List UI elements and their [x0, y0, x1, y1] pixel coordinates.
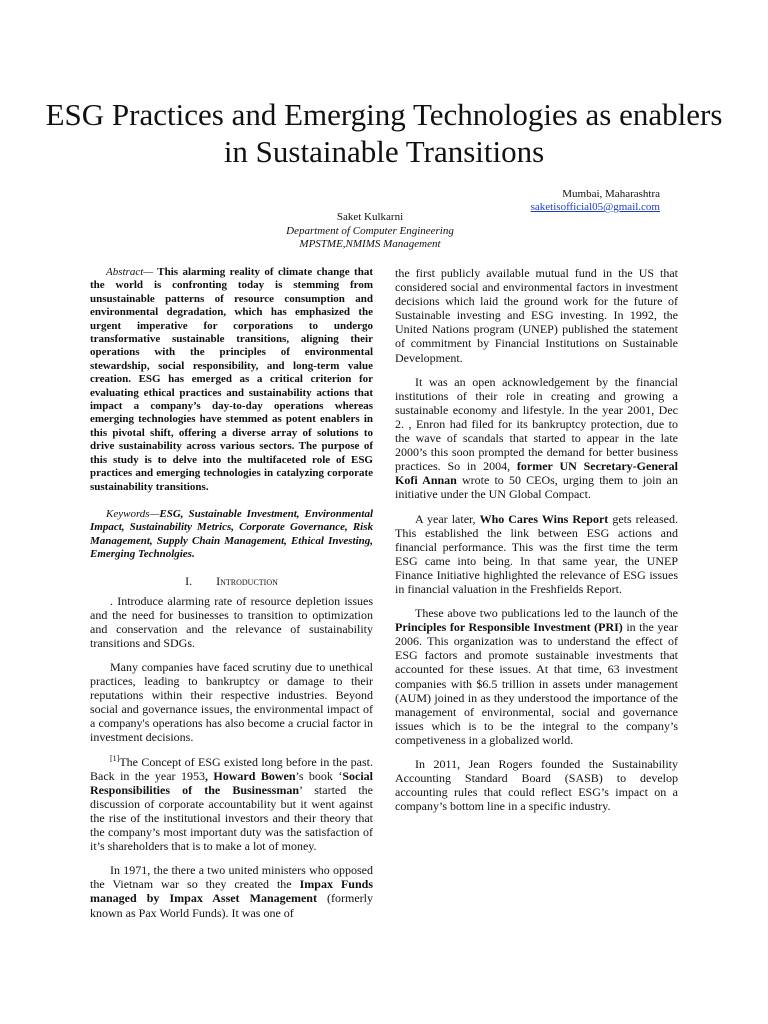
right-paragraph-4: These above two publications led to the launch of the Principles for Responsible Investment (PRI) in the year 2006. This organization was to understand the effect of ESG factors and promote sustainable investments that accounted for these issues. At that time, 63 investment companies with $6.5 trillion in assets under management (AUM) joined in as they understood the importance of the management of environmental, social and governance issues which is to be the integral to the company’s competiveness in a globalized world.	[395, 606, 678, 747]
intro-paragraph-1: . Introduce alarming rate of resource depletion issues and the need for businesses to transition to optimization and conservation and the relevance of sustainability transitions and SDGs.	[90, 593, 373, 650]
author-email-link[interactable]: saketisofficial05@gmail.com	[530, 201, 660, 213]
right-column	[395, 266, 678, 823]
right-paragraph-2: It was an open acknowledgement by the financial institutions of their role in creating and growing a sustainable economy and lifestyle. In the year 2001, Dec 2. , Enron had filed for its bankruptcy protection, due to the wave of scandals that started to appear in the late 2000’s this soon prompted the demand for better business practices. So in 2004, former UN Secretary-General Kofi Annan wrote to 50 CEOs, urging them to join an initiative under the UN Global Compact.	[395, 374, 678, 502]
abstract-text: This alarming reality of climate change that the world is confronting today is stemming from unsustainable patterns of resource consumption and environmental degradation, which has emphasized the urgent imperative for corporations to undergo transformative sustainable transitions, aligning their operations with the principles of environmental stewardship, social responsibility, and long-term value creation. ESG has emerged as a critical criterion for evaluating ethical practices and sustainability actions that impact a company’s day-to-day operations whereas emerging technologies have stemmed as potent enablers in this pivotal shift, offering a diverse array of solutions to drive sustainability across various sectors. The purpose of this study is to delve into the multifaceted role of ESG practices and emerging technologies in catalyzing corporate sustainability transitions.	[90, 266, 373, 493]
section-number: I.	[185, 573, 193, 588]
abstract-label: Abstract—	[106, 266, 154, 278]
author-block	[270, 211, 470, 252]
paper-title: ESG Practices and Emerging Technologies as enablers in Sustainable Transitions	[45, 97, 723, 169]
author-name: Saket Kulkarni	[336, 211, 404, 223]
author-affiliation-block	[531, 188, 660, 214]
intro-paragraph-4: In 1971, the there a two united ministers who opposed the Vietnam war so they created the Impax Funds managed by Impax Asset Management (formerly known as Pax World Funds). It was one of	[90, 863, 374, 920]
keywords-text: ESG, Sustainable Investment, Environmental Impact, Sustainability Metrics, Corporate Governance, Risk Management, Supply Chain Management, Ethical Investing, Emerging Technolgies.	[90, 507, 373, 561]
left-column	[90, 266, 373, 930]
author-department: Department of Computer Engineering	[286, 224, 454, 237]
section-heading	[90, 574, 373, 588]
right-paragraph-5: In 2011, Jean Rogers founded the Sustainability Accounting Standard Board (SASB) to develop accounting rules that could reflect ESG’s impact on a company’s bottom line in a specific industry.	[395, 757, 678, 814]
right-paragraph-3: A year later, Who Cares Wins Report gets released. This established the link between ESG actions and financial performance. This was the first time the term ESG came into being. In that same year, the UNEP Finance Initiative highlighted the relevance of ESG issues in financial valuation in the Freshfields Report.	[395, 511, 678, 596]
keywords-label: Keywords—	[106, 507, 160, 520]
intro-paragraph-3: [1]The Concept of ESG existed long before in the past. Back in the year 1953, Howard Bowen’s book ‘Social Responsibilities of the Businessman’ started the discussion of corporate accountability but it went against the rise of the institutional investors and their theory that the company’s most important duty was the satisfaction of it’s shareholders that is to make a lot of money.	[90, 753, 374, 854]
citation-ref: [1]	[110, 753, 120, 763]
abstract	[90, 266, 373, 494]
author-institution: MPSTME,NMIMS Management	[299, 238, 441, 250]
author-location: Mumbai, Maharashtra	[562, 188, 660, 200]
keywords	[90, 508, 373, 562]
right-paragraph-1: the first publicly available mutual fund in the US that considered social and environmental factors in investment decisions which laid the ground work for the future of Sustainable investing and ESG investing. In 1992, the United Nations program (UNEP) published the statement of commitment by Financial Institutions on Sustainable Development.	[395, 266, 678, 365]
section-title: Introduction	[216, 573, 278, 588]
intro-paragraph-2: Many companies have faced scrutiny due to unethical practices, leading to bankruptcy or damage to their reputations within their respective industries. Beyond social and governance issues, the environmental impact of a company's operations has also become a crucial factor in investment decisions.	[90, 660, 373, 745]
